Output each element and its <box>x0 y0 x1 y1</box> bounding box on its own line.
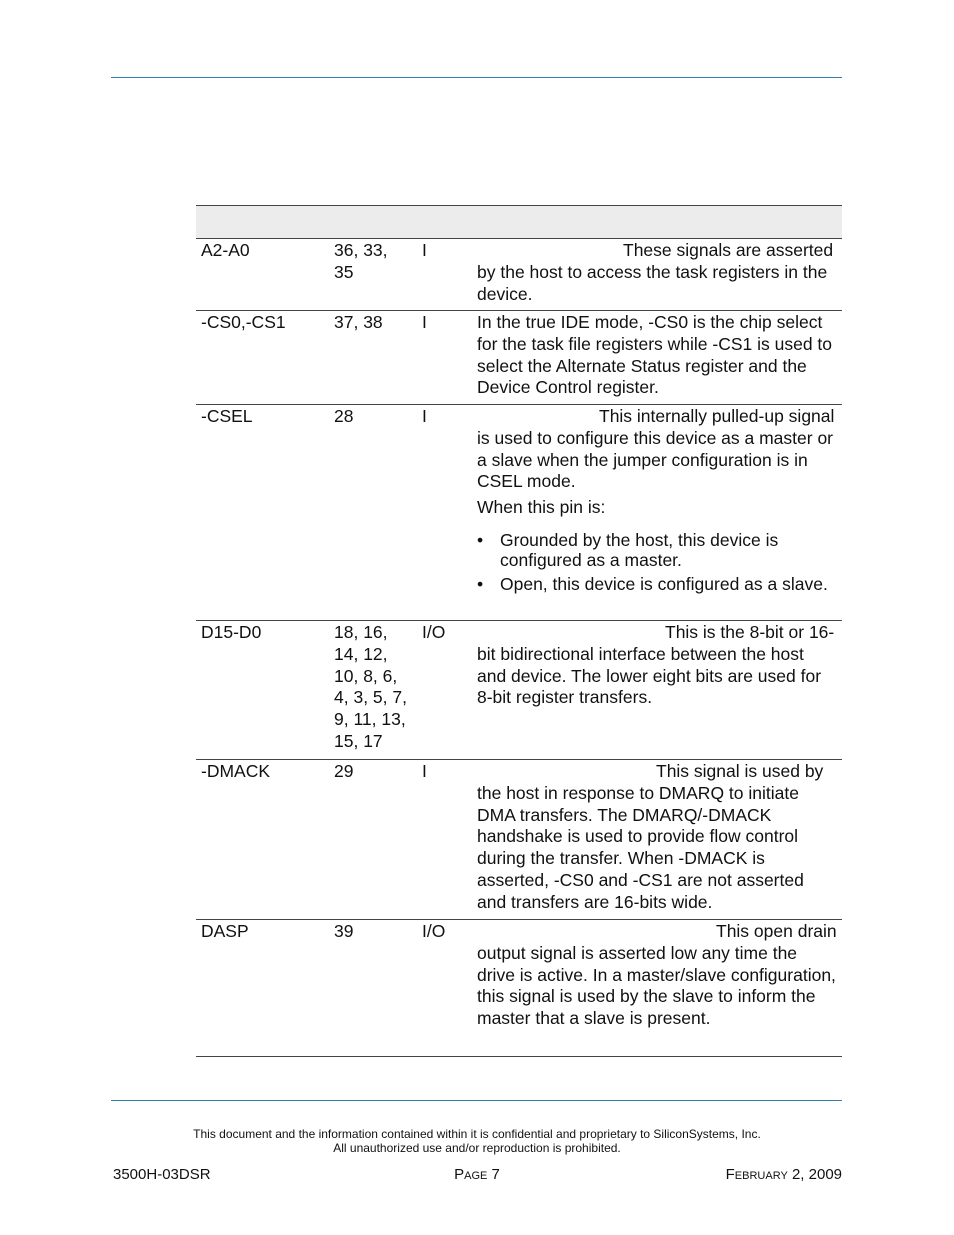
document-id: 3500H-03DSR <box>113 1166 211 1183</box>
pin-numbers: 37, 38 <box>334 312 383 332</box>
table-row <box>196 760 842 920</box>
pin-numbers: 28 <box>334 406 354 426</box>
table-row <box>196 239 842 311</box>
description <box>477 921 837 1030</box>
description <box>477 240 837 305</box>
description <box>477 406 837 598</box>
description-text: In the true IDE mode, -CS0 is the chip select for the task file registers while -CS1 is used to select the Alternate Status register and the Device Control register. <box>477 312 833 398</box>
list-item: • Grounded by the host, this device is configured as a master. <box>477 529 779 570</box>
description-text: This internally pulled-up signal is used to configure this device as a master or a slave when the jumper configuration is in CSEL mode. <box>477 406 835 492</box>
description <box>477 761 837 914</box>
direction: I <box>422 312 427 332</box>
table-row <box>196 311 842 405</box>
pin-numbers: 39 <box>334 921 354 941</box>
document-date: February 2, 2009 <box>725 1166 842 1183</box>
description-text: This signal is used by the host in response to DMARQ to initiate DMA transfers. The DMARQ/-DMACK handshake is used to provide flow control during the transfer. When -DMACK is asserted, -CS0 and -CS1 are not asserted and transfers are 16-bits wide. <box>477 761 824 912</box>
description-text: This open drain output signal is asserted low any time the drive is active. In a master/slave configuration, this signal is used by the slave to inform the master that a slave is present. <box>477 921 837 1029</box>
table-row <box>196 405 842 621</box>
page-number: Page 7 <box>454 1166 500 1183</box>
header-rule <box>111 77 842 78</box>
signal-name: -CSEL <box>201 406 253 426</box>
signal-name: DASP <box>201 921 249 941</box>
signal-table <box>196 205 842 1057</box>
description <box>477 312 837 399</box>
confidentiality-line-2: All unauthorized use and/or reproduction is prohibited. <box>333 1140 621 1155</box>
description-text: These signals are asserted by the host to access the task registers in the device. <box>477 240 834 304</box>
pin-numbers: 18, 16, 14, 12, 10, 8, 6, 4, 3, 5, 7, 9, 11, 13, 15, 17 <box>334 622 407 751</box>
description <box>477 622 837 709</box>
table-row <box>196 920 842 1057</box>
description-text: When this pin is: <box>477 497 606 518</box>
bullet-list <box>477 530 837 594</box>
direction: I <box>422 240 427 260</box>
description-text: This is the 8-bit or 16-bit bidirectional interface between the host and device. The lower eight bits are used for 8-bit register transfers. <box>477 622 835 708</box>
signal-name: D15-D0 <box>201 622 262 642</box>
table-row <box>196 621 842 760</box>
pin-numbers: 36, 33, 35 <box>334 240 388 282</box>
list-item: • Open, this device is configured as a slave. <box>477 573 828 594</box>
footer-rule <box>111 1100 842 1101</box>
direction: I/O <box>422 622 446 642</box>
confidentiality-notice <box>0 1128 954 1155</box>
direction: I <box>422 406 427 426</box>
direction: I/O <box>422 921 446 941</box>
signal-name: -DMACK <box>201 761 271 781</box>
confidentiality-line-1: This document and the information contained within it is confidential and proprietary to SiliconSystems, Inc. <box>193 1127 761 1141</box>
direction: I <box>422 761 427 781</box>
table-header <box>196 205 842 239</box>
pin-numbers: 29 <box>334 761 354 781</box>
signal-name: A2-A0 <box>201 240 250 260</box>
signal-name: -CS0,-CS1 <box>201 312 286 332</box>
